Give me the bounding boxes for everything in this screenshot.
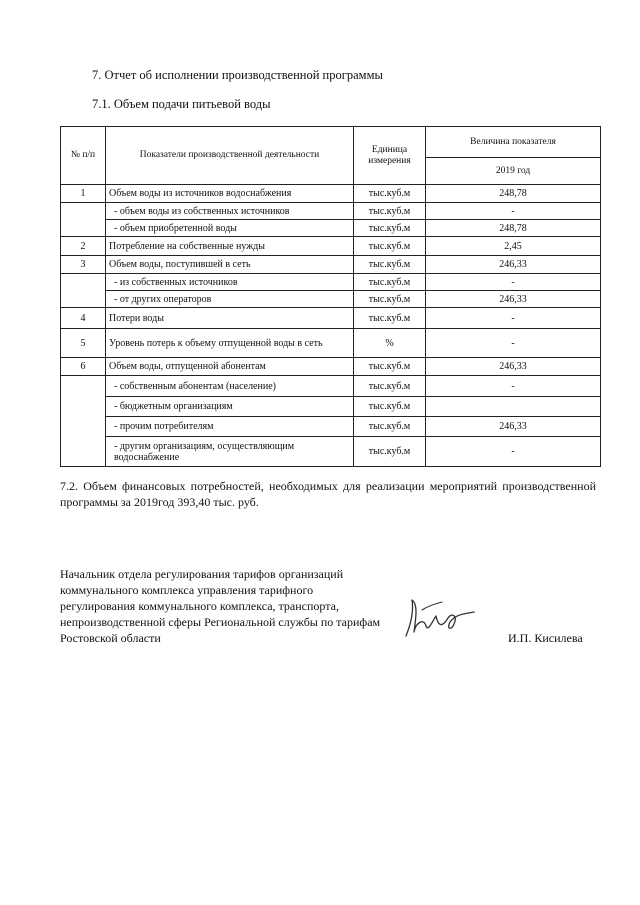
- table-row: [61, 237, 601, 256]
- table-row: [61, 274, 601, 291]
- table-row: [61, 417, 601, 437]
- row-unit: тыс.куб.м: [354, 437, 426, 467]
- section-7-1-heading: 7.1. Объем подачи питьевой воды: [92, 97, 271, 111]
- table-row: [61, 437, 601, 467]
- row-name: Объем воды, отпущенной абонентам: [106, 358, 354, 376]
- table-row: [61, 291, 601, 308]
- row-unit: тыс.куб.м: [354, 256, 426, 274]
- row-value: -: [426, 437, 601, 467]
- row-unit: тыс.куб.м: [354, 308, 426, 329]
- row-value: 246,33: [426, 417, 601, 437]
- row-name: Потребление на собственные нужды: [106, 237, 354, 256]
- row-name: - другим организациям, осуществляющим водоснабжение: [106, 437, 354, 467]
- row-value: -: [426, 329, 601, 358]
- row-value: -: [426, 308, 601, 329]
- row-value: 246,33: [426, 291, 601, 308]
- signature-position: Начальник отдела регулирования тарифов организаций коммунального комплекса управления тарифного регулирования коммунального комплекса, транспорта, непроизводственной сферы Региональной службы по тарифам Ростовской области: [60, 567, 381, 645]
- table-row: [61, 308, 601, 329]
- row-name: Объем воды из источников водоснабжения: [106, 185, 354, 203]
- row-num: 2: [61, 237, 106, 256]
- section-7-2-paragraph: 7.2. Объем финансовых потребностей, необходимых для реализации мероприятий производственной программы за 2019год 393,40 тыс. руб.: [60, 479, 596, 509]
- row-unit: тыс.куб.м: [354, 274, 426, 291]
- table-row: [61, 358, 601, 376]
- row-num: 3: [61, 256, 106, 274]
- table-row: [61, 397, 601, 417]
- table-row: [61, 203, 601, 220]
- row-name: - от других операторов: [106, 291, 354, 308]
- section-7-heading: 7. Отчет об исполнении производственной программы: [92, 68, 383, 82]
- row-value: -: [426, 274, 601, 291]
- signer-name: И.П. Кисилева: [508, 631, 583, 645]
- header-num: № п/п: [61, 127, 106, 185]
- row-name: - собственным абонентам (население): [106, 376, 354, 397]
- row-unit: %: [354, 329, 426, 358]
- row-value: 248,78: [426, 220, 601, 237]
- table-row: [61, 329, 601, 358]
- row-name: Потери воды: [106, 308, 354, 329]
- header-year: 2019 год: [426, 158, 601, 185]
- row-num: 6: [61, 358, 106, 376]
- row-unit: тыс.куб.м: [354, 358, 426, 376]
- header-value-group: Величина показателя: [426, 127, 601, 158]
- row-num: [61, 274, 106, 308]
- row-name: - объем приобретенной воды: [106, 220, 354, 237]
- row-value: -: [426, 376, 601, 397]
- row-num: 1: [61, 185, 106, 203]
- row-value: 248,78: [426, 185, 601, 203]
- row-value: 246,33: [426, 256, 601, 274]
- table-row: [61, 185, 601, 203]
- row-value: 2,45: [426, 237, 601, 256]
- row-name: - прочим потребителям: [106, 417, 354, 437]
- row-unit: тыс.куб.м: [354, 203, 426, 220]
- row-name: Объем воды, поступившей в сеть: [106, 256, 354, 274]
- row-name: - из собственных источников: [106, 274, 354, 291]
- table-row: [61, 256, 601, 274]
- row-num: 5: [61, 329, 106, 358]
- row-unit: тыс.куб.м: [354, 376, 426, 397]
- row-value: -: [426, 203, 601, 220]
- row-name: - объем воды из собственных источников: [106, 203, 354, 220]
- row-name: - бюджетным организациям: [106, 397, 354, 417]
- row-num: [61, 203, 106, 237]
- row-unit: тыс.куб.м: [354, 417, 426, 437]
- row-num: 4: [61, 308, 106, 329]
- row-num: [61, 376, 106, 467]
- row-unit: тыс.куб.м: [354, 237, 426, 256]
- row-value: [426, 397, 601, 417]
- row-unit: тыс.куб.м: [354, 220, 426, 237]
- row-unit: тыс.куб.м: [354, 291, 426, 308]
- row-unit: тыс.куб.м: [354, 185, 426, 203]
- row-unit: тыс.куб.м: [354, 397, 426, 417]
- row-name: Уровень потерь к объему отпущенной воды в сеть: [106, 329, 354, 358]
- table-row: [61, 376, 601, 397]
- header-indicator: Показатели производственной деятельности: [106, 127, 354, 185]
- handwritten-signature: [402, 592, 476, 644]
- water-supply-table: [60, 126, 601, 467]
- header-unit: Единица измерения: [354, 127, 426, 185]
- table-row: [61, 220, 601, 237]
- row-value: 246,33: [426, 358, 601, 376]
